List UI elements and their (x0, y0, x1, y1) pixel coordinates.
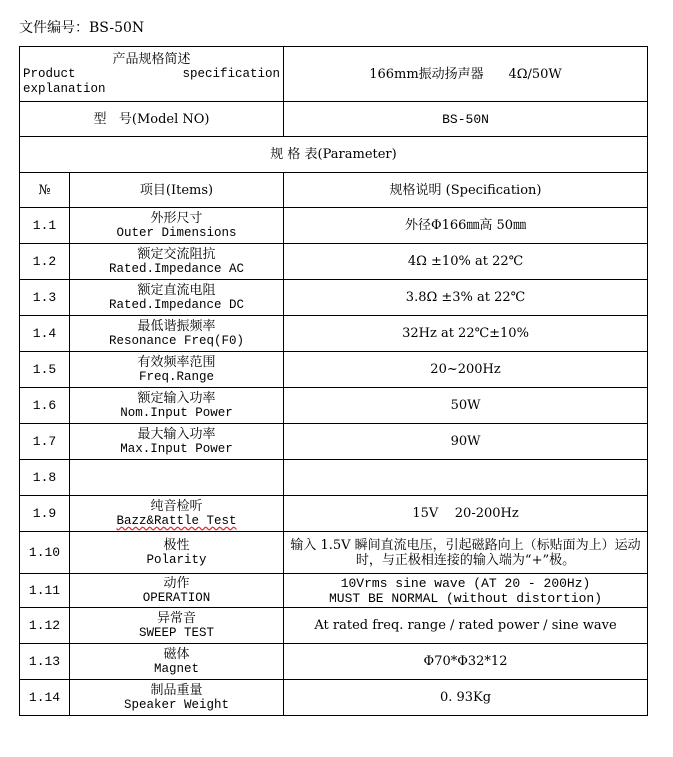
document-number-label: 文件编号： (19, 20, 89, 36)
product-label-cell (20, 47, 284, 102)
table-row (20, 460, 648, 496)
table-row (20, 496, 648, 532)
row-item (70, 460, 284, 496)
row-spec: Φ70*Φ32*12 (284, 644, 648, 680)
row-no: 1.11 (20, 574, 70, 608)
row-spec: 90W (284, 424, 648, 460)
row-spec: 输入 1.5V 瞬间直流电压，引起磁路向上（标贴面为上）运动时，与正极相连接的输入端为“+”极。 (284, 532, 648, 574)
row-item (70, 608, 284, 644)
row-no: 1.4 (20, 316, 70, 352)
row-spec (284, 460, 648, 496)
model-row (20, 102, 648, 137)
row-no: 1.8 (20, 460, 70, 496)
row-spec: 15V 20-200Hz (284, 496, 648, 532)
model-value: BS-50N (284, 102, 648, 137)
product-label-en-c: explanation (23, 81, 106, 96)
table-row (20, 532, 648, 574)
document-number (19, 17, 144, 37)
header-row (20, 173, 648, 208)
row-item-cn: 有效频率范围 (137, 354, 216, 370)
header-spec: 规格说明 (Specification) (284, 173, 648, 208)
row-spec: 3.8Ω ±3% at 22℃ (284, 280, 648, 316)
table-row (20, 644, 648, 680)
product-label-en (23, 67, 280, 82)
row-item-en: Freq.Range (139, 369, 215, 384)
row-spec-line2: MUST BE NORMAL (without distortion) (328, 590, 603, 606)
table-row (20, 244, 648, 280)
table-row (20, 424, 648, 460)
row-no: 1.12 (20, 608, 70, 644)
spec-table (19, 46, 648, 716)
row-no: 1.13 (20, 644, 70, 680)
row-item-en: Polarity (146, 552, 207, 567)
row-spec: 50W (284, 388, 648, 424)
row-item-en: Bazz&Rattle Test (116, 513, 237, 528)
row-item-cn: 磁体 (163, 646, 190, 662)
row-item-en: OPERATION (142, 590, 211, 605)
row-item-cn: 最低谐振频率 (137, 318, 216, 334)
product-label-en-b: specification (182, 66, 281, 81)
row-no: 1.3 (20, 280, 70, 316)
row-item-en: Max.Input Power (120, 441, 233, 456)
row-item-en: Rated.Impedance AC (108, 261, 245, 276)
row-item (70, 280, 284, 316)
row-item-cn: 极性 (163, 537, 190, 553)
row-item-en: Outer Dimensions (116, 225, 237, 240)
table-row (20, 388, 648, 424)
row-item (70, 388, 284, 424)
row-item (70, 532, 284, 574)
table-row (20, 352, 648, 388)
row-item-cn: 额定输入功率 (137, 390, 216, 406)
row-item-cn: 动作 (163, 575, 190, 591)
row-spec-line1: 10Vrms sine wave (AT 20 - 200Hz) (340, 575, 591, 591)
row-item (70, 316, 284, 352)
product-row (20, 47, 648, 102)
row-item-en: Resonance Freq(F0) (108, 333, 245, 348)
table-row (20, 208, 648, 244)
row-item-en: Speaker Weight (123, 697, 230, 712)
product-label-cn: 产品规格简述 (112, 51, 191, 67)
row-no: 1.10 (20, 532, 70, 574)
row-item (70, 574, 284, 608)
row-item-en: Rated.Impedance DC (108, 297, 245, 312)
row-item-cn: 额定直流电阻 (137, 282, 216, 298)
row-item (70, 680, 284, 716)
row-spec (284, 574, 648, 608)
table-row (20, 608, 648, 644)
table-row (20, 574, 648, 608)
row-spec: 0. 93Kg (284, 680, 648, 716)
table-row (20, 316, 648, 352)
row-item-cn: 外形尺寸 (150, 210, 203, 226)
table-row (20, 680, 648, 716)
row-no: 1.14 (20, 680, 70, 716)
row-item-cn: 纯音检听 (150, 498, 203, 514)
row-spec: 32Hz at 22℃±10% (284, 316, 648, 352)
row-item (70, 496, 284, 532)
parameter-title-row (20, 137, 648, 173)
row-no: 1.2 (20, 244, 70, 280)
row-item (70, 208, 284, 244)
row-no: 1.9 (20, 496, 70, 532)
product-value: 166mm振动扬声器 4Ω/50W (284, 47, 648, 102)
row-no: 1.1 (20, 208, 70, 244)
row-item-cn: 额定交流阻抗 (137, 246, 216, 262)
row-spec: 4Ω ±10% at 22℃ (284, 244, 648, 280)
document-number-value: BS-50N (89, 20, 145, 36)
row-spec: 20~200Hz (284, 352, 648, 388)
row-no: 1.7 (20, 424, 70, 460)
row-spec: At rated freq. range / rated power / sine wave (284, 608, 648, 644)
row-no: 1.6 (20, 388, 70, 424)
row-item (70, 644, 284, 680)
row-item (70, 352, 284, 388)
product-label-en-a: Product (23, 66, 76, 81)
row-item (70, 244, 284, 280)
row-no: 1.5 (20, 352, 70, 388)
row-item-en: SWEEP TEST (139, 625, 215, 640)
row-item-cn: 制品重量 (150, 682, 203, 698)
row-spec: 外径Φ166㎜高 50㎜ (284, 208, 648, 244)
table-row (20, 280, 648, 316)
row-item-en: Magnet (154, 661, 200, 676)
header-item: 项目(Items) (70, 173, 284, 208)
row-item-cn: 异常音 (157, 610, 197, 626)
parameter-title: 规 格 表(Parameter) (20, 137, 648, 173)
row-item-en: Nom.Input Power (120, 405, 233, 420)
row-item (70, 424, 284, 460)
header-no: № (20, 173, 70, 208)
model-label: 型 号(Model NO) (20, 102, 284, 137)
row-item-cn: 最大输入功率 (137, 426, 216, 442)
